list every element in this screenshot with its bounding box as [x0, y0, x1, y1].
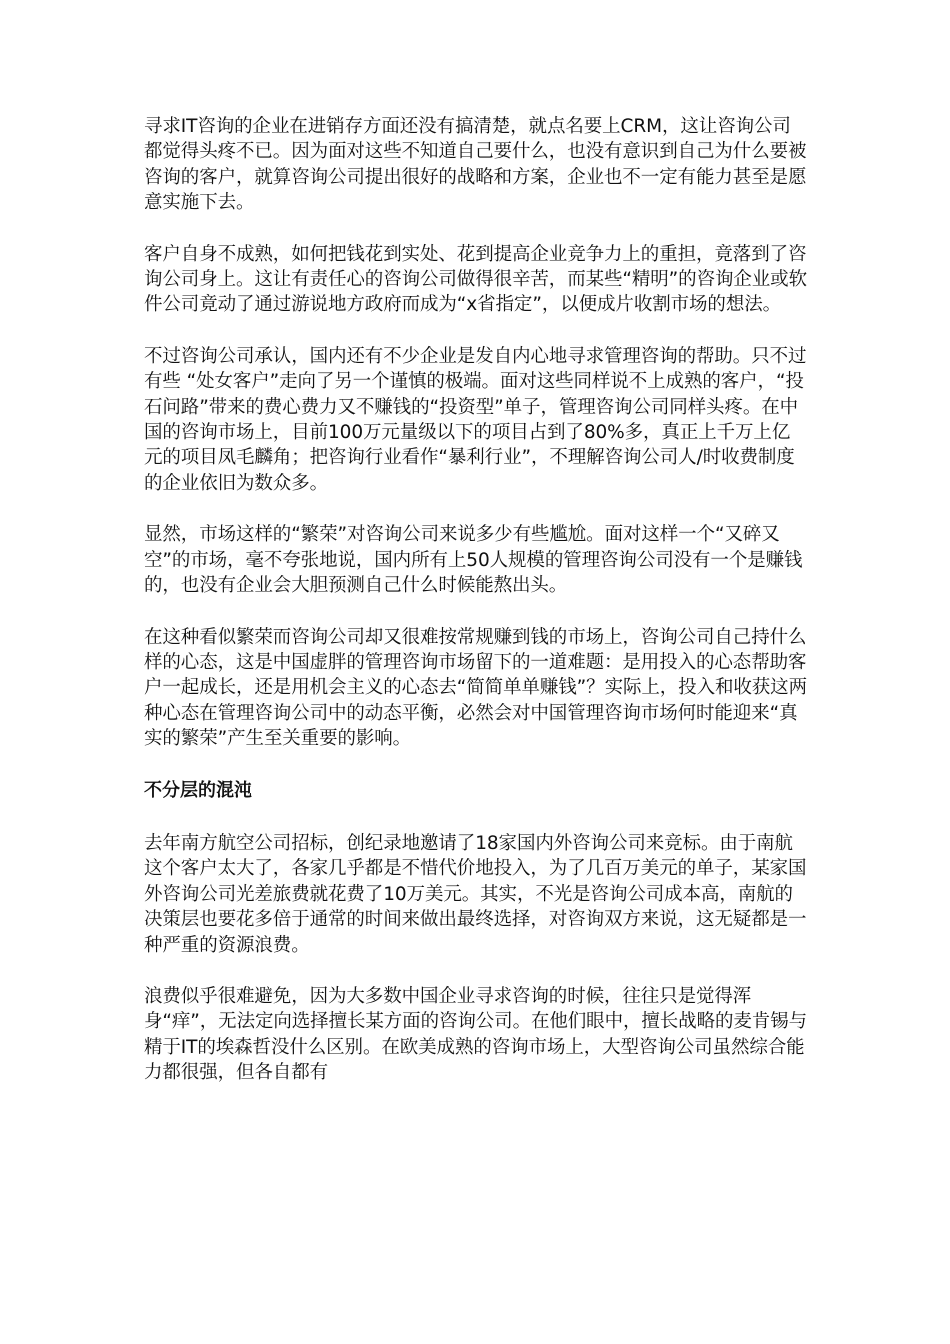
- paragraph: 不过咨询公司承认，国内还有不少企业是发自内心地寻求管理咨询的帮助。只不过有些 “处女客户”走向了另一个谨慎的极端。面对这些同样说不上成熟的客户，“投石问路”带来的费心费力又不赚钱的“投资型”单子，管理咨询公司同样头疼。在中国的咨询市场上，目前100万元量级以下的项目占到了80%多，真正上千万上亿元的项目凤毛麟角；把咨询行业看作“暴利行业”，不理解咨询公司人/时收费制度的企业依旧为数众多。: [144, 345, 807, 494]
- document-page: [144, 114, 808, 1112]
- paragraph: 去年南方航空公司招标，创纪录地邀请了18家国内外咨询公司来竞标。由于南航这个客户太大了，各家几乎都是不惜代价地投入，为了几百万美元的单子，某家国外咨询公司光差旅费就花费了10万美元。其实，不光是咨询公司成本高，南航的决策层也要花多倍于通常的时间来做出最终选择，对咨询双方来说，这无疑都是一种严重的资源浪费。: [144, 832, 807, 956]
- paragraph: 客户自身不成熟，如何把钱花到实处、花到提高企业竞争力上的重担，竟落到了咨询公司身上。这让有责任心的咨询公司做得很辛苦，而某些“精明”的咨询企业或软件公司竟动了通过游说地方政府而成为“x省指定”，以便成片收割市场的想法。: [144, 243, 807, 316]
- paragraph: 浪费似乎很难避免，因为大多数中国企业寻求咨询的时候，往往只是觉得浑身“痒”，无法定向选择擅长某方面的咨询公司。在他们眼中，擅长战略的麦肯锡与精于IT的埃森哲没什么区别。在欧美成熟的咨询市场上，大型咨询公司虽然综合能力都很强，但各自都有: [144, 985, 807, 1084]
- section-heading: 不分层的混沌: [144, 779, 252, 801]
- paragraph: 在这种看似繁荣而咨询公司却又很难按常规赚到钱的市场上，咨询公司自己持什么样的心态，这是中国虚胖的管理咨询市场留下的一道难题：是用投入的心态帮助客户一起成长，还是用机会主义的心态去“简简单单赚钱”？实际上，投入和收获这两种心态在管理咨询公司中的动态平衡，必然会对中国管理咨询市场何时能迎来“真实的繁荣”产生至关重要的影响。: [144, 626, 807, 750]
- paragraph: 显然，市场这样的“繁荣”对咨询公司来说多少有些尴尬。面对这样一个“又碎又空”的市场，毫不夸张地说，国内所有上50人规模的管理咨询公司没有一个是赚钱的，也没有企业会大胆预测自己什么时候能熬出头。: [144, 524, 803, 597]
- paragraph: 寻求IT咨询的企业在进销存方面还没有搞清楚，就点名要上CRM，这让咨询公司都觉得头疼不已。因为面对这些不知道自己要什么，也没有意识到自己为什么要被咨询的客户，就算咨询公司提出很好的战略和方案，企业也不一定有能力甚至是愿意实施下去。: [144, 116, 807, 214]
